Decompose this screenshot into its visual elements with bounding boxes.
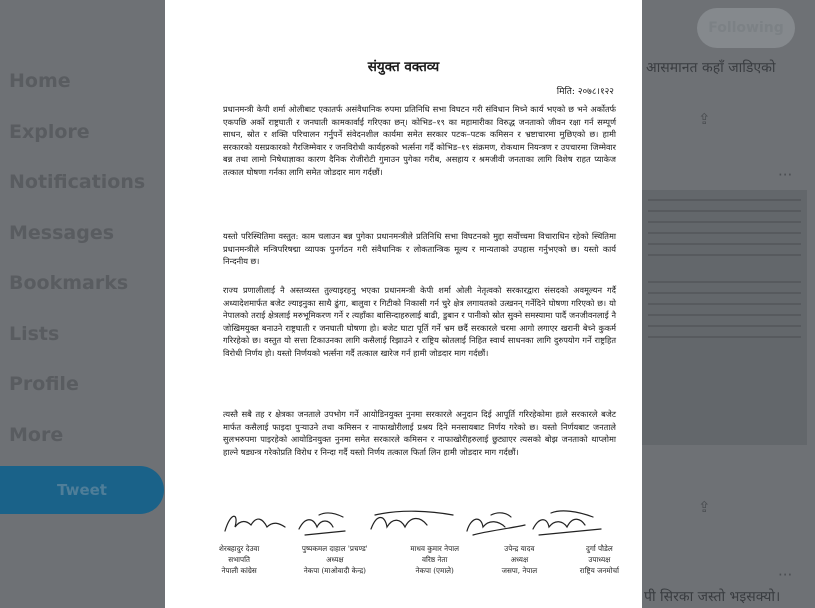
signature-4 <box>467 513 525 535</box>
nav-more[interactable]: More <box>9 423 64 446</box>
nav-lists[interactable]: Lists <box>9 322 60 345</box>
document-paragraph-2: यस्तो परिस्थितिमा वस्तुत: काम चलाउन बन्न पुगेका प्रधानमन्त्रीले प्रतिनिधि सभा विघटनको मुद्दा सर्वोच्चमा विचाराधिन रहेको स्थितिमा प्रधानमन्त्रीले मन्त्रिपरिषद्मा व्यापक पुनर्गठन गरी संवैधानिक र लोकतान्त्रिक मूल्य र मान्यताको उपहास गर्नुभएको छ। यस्तो कार्य निन्दनीय छ। <box>223 231 616 267</box>
document-paragraph-3: राज्य प्रणालीलाई नै अस्तव्यस्त तुल्याइरहनु भएका प्रधानमन्त्री केपी शर्मा ओली नेतृत्वको सरकारद्वारा संसदको अवमूल्यन गर्दै अध्यादेशमार्फत बजेट ल्याइनुका साथै ढुंगा, बालुवा र गिटीको निकासी गर्न चुरे क्षेत्र लगायतको उत्खनन् गर्नेदिने घोषणा गरिएको छ। यो नेपालको तराई क्षेत्रलाई मरुभूमिकरण गर्ने र त्यहाँका बासिन्दाहरुलाई बाढी, डुबान र पानीको स्रोत सुक्ने समस्यामा पार्दै जनजीवनलाई नै जोखिमयुक्त बनाउने राष्ट्रघाती र जनघाती घोषणा हो। बजेट घाटा पूर्ति गर्ने भ्रम छर्दै सरकारले चरमा आगो लगाएर खरानी बेच्ने कुकर्म गरिरहेको छ। वस्तुत यो सत्ता टिकाउनका लागि कसैलाई रिझाउने र राष्ट्रिय स्रोतलाई निहित स्वार्थ साधनका लागि दुरुपयोग गर्ने राष्ट्रहित विरोधी निर्णय हो। यस्तो निर्णयको भर्त्सना गर्दै तत्काल खारेज गर्न हामी जोडदार माग गर्दछौं। <box>223 285 616 358</box>
document-date: मिति: २०७८।१२२ <box>556 87 614 97</box>
signature-1 <box>225 516 285 531</box>
signatory-3: माधव कुमार नेपाल वरिष्ठ नेता नेकपा (एमाले) <box>410 544 459 575</box>
document-paragraph-4: त्यस्तै सबै तह र क्षेत्रका जनताले उपभोग गर्ने आयोडिनयुक्त नुनमा सरकारले अनुदान दिई आपूर्ति गरिरहेकोमा हाले सरकारले बजेट मार्फत कसैलाई फाइदा पुऱ्याउने तथा कमिसन र नाफाखोरीलाई प्रश्रय दिने मनसायबाट निर्णय गरेको छ। यस्तो निर्णयबाट जनताले सुलभरुपमा पाइरहेको आयोडिनयुक्त नुनमा समेत सरकारले कमिसन र नाफाखोरीहरुलाई छुट्याएर त्यसको बोझ जनताको थाप्लोमा हाल्ने षड्यन्त्र गरेकोप्रति विरोध र निन्दा गर्दै यस्तो निर्णय तत्काल फिर्ता लिन हामी जोडदार माग गर्दछौं। <box>223 409 616 457</box>
nav-home[interactable]: Home <box>9 70 71 92</box>
more-options-icon[interactable]: ··· <box>778 166 793 184</box>
following-button[interactable]: Following <box>697 8 795 48</box>
signature-5 <box>533 511 601 535</box>
background-document-preview <box>642 190 807 445</box>
nav-notifications[interactable]: Notifications <box>9 171 146 193</box>
nav-bookmarks[interactable]: Bookmarks <box>9 272 129 294</box>
nav-profile[interactable]: Profile <box>9 373 79 395</box>
background-tweet-text-2: पी सिरका जस्तो भइसक्यो। <box>644 589 781 605</box>
signatories <box>219 543 619 576</box>
sidebar-nav <box>0 56 165 460</box>
signatory-1: शेरबहादुर देउवा सभापति नेपाली कांग्रेस <box>219 544 260 575</box>
signatory-2: पुष्पकमल दाहाल 'प्रचण्ड' अध्यक्ष नेकपा (माओवादी केन्द्र) <box>301 544 368 575</box>
tweet-button[interactable]: Tweet <box>0 466 164 514</box>
document-image-viewer <box>165 0 642 608</box>
signature-3 <box>371 511 453 529</box>
document-paragraph-1: प्रधानमन्त्री केपी शर्मा ओलीबाट एकातर्फ असंवैधानिक रुपमा प्रतिनिधि सभा विघटन गरी संविधान मिच्ने कार्य भएको छ भने अर्कोतर्फ एकपछि अर्को राष्ट्रघाती र जनघाती कामकार्वाई गरिएका छन्। कोभिड–१९ का महामारीका विरुद्ध जनताको जीवन रक्षा गर्न सम्पूर्ण साधन, स्रोत र शक्ति परिचालन गर्नुपर्ने संवेदनशील कार्यमा समेत सरकार पटक–पटक कमिसन र भ्रष्टाचारमा मुछिएको छ। हामी सरकारको यसप्रकारको गैरजिम्मेवार र जनविरोधी कार्यहरुको भर्त्सना गर्दै कोभिड–१९ संक्रमण, रोकथाम नियन्त्रण र उपचारमा जिम्मेवार बन्न तथा लामो निषेधाज्ञाका कारण दैनिक रोजीरोटी गुमाउन पुगेका गरीब, असहाय र श्रमजीवी जनताका लागि विशेष राहत प्याकेज तत्काल घोषणा गर्नका लागि समेत जोडदार माग गर्दछौं। <box>223 104 616 177</box>
more-options-icon-2[interactable]: ··· <box>778 566 793 584</box>
share-icon-2[interactable]: ⇪ <box>698 498 711 516</box>
signatory-5: दुर्गा पौडेल उपाध्यक्ष राष्ट्रिय जनमोर्चा <box>579 544 619 575</box>
handwritten-signatures <box>221 505 621 545</box>
nav-explore[interactable]: Explore <box>9 120 90 143</box>
share-icon[interactable]: ⇪ <box>698 110 711 128</box>
signatory-4: उपेन्द्र यादव अध्यक्ष जसपा, नेपाल <box>501 544 538 575</box>
signature-2 <box>299 513 345 535</box>
document-title: संयुक्त वक्तव्य <box>367 59 440 75</box>
nav-messages[interactable]: Messages <box>9 221 115 244</box>
background-tweet-text: आसमानत कहाँ जाडिएको <box>646 60 776 76</box>
